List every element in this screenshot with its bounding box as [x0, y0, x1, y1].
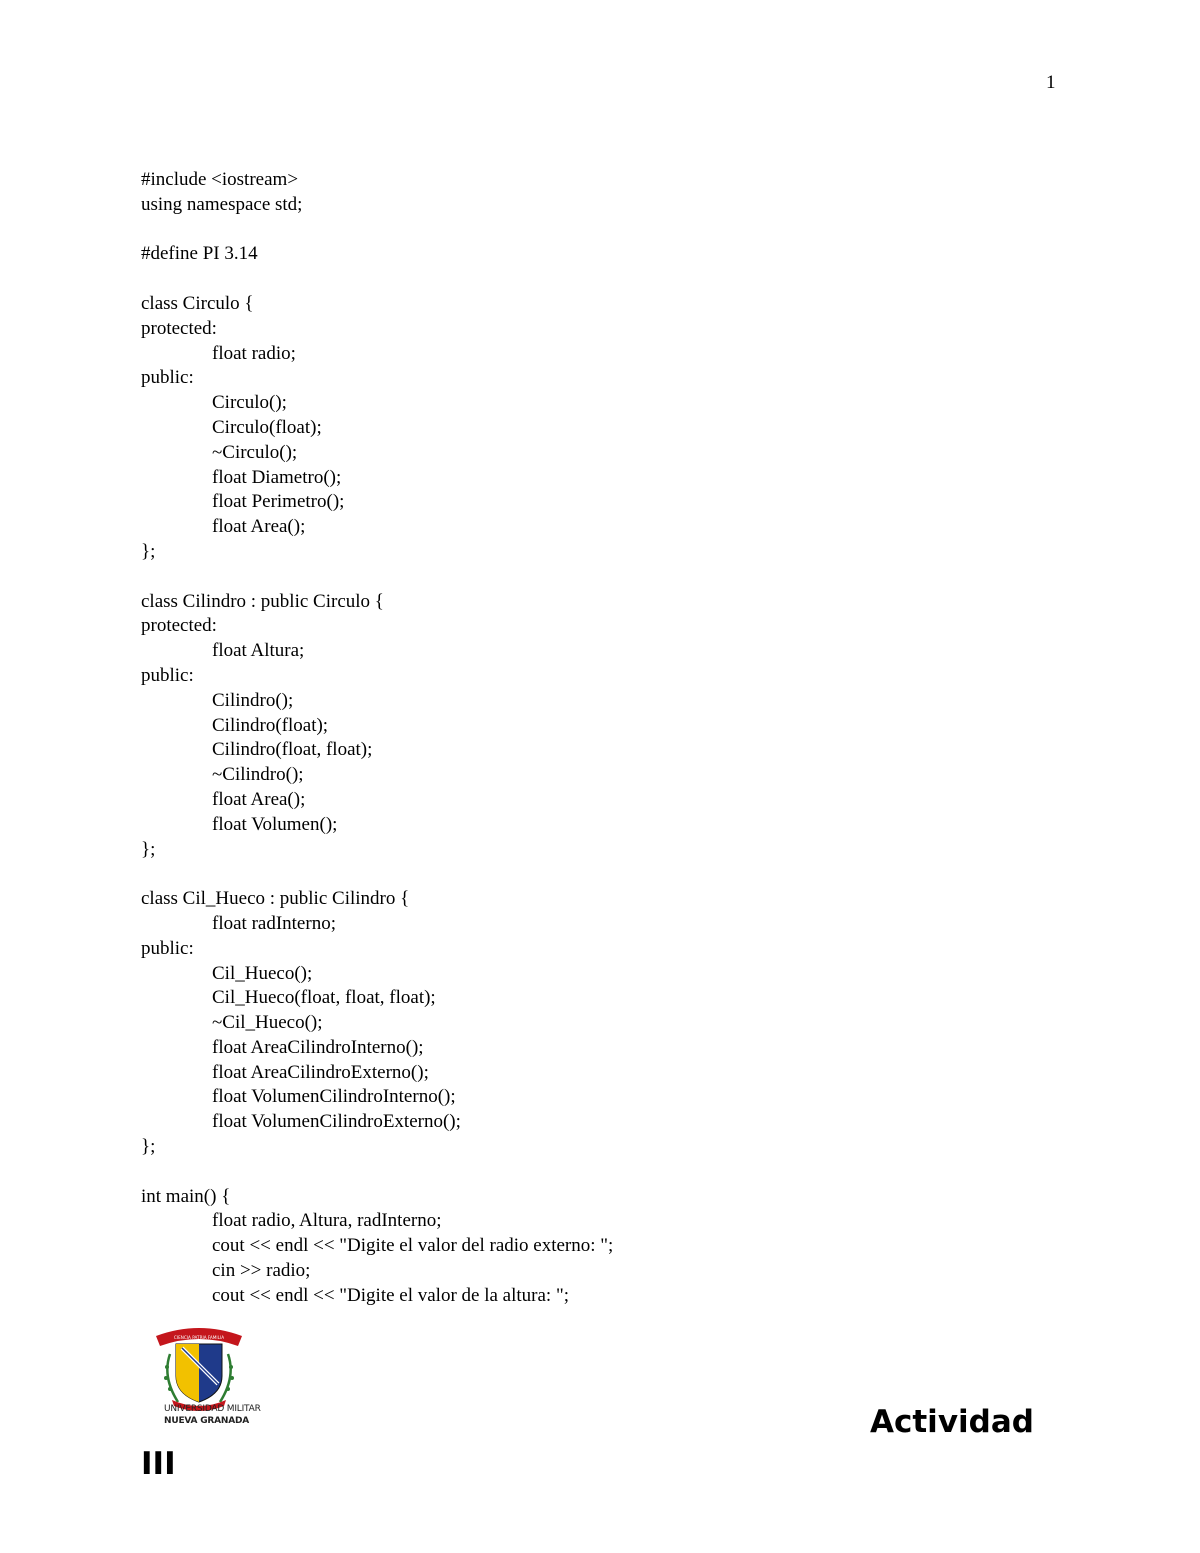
code-listing — [141, 168, 1101, 1309]
code-line: class Cilindro : public Circulo { — [141, 590, 384, 612]
code-line: cout << endl << "Digite el valor del radio externo: "; — [212, 1235, 614, 1257]
code-blank-line — [141, 565, 1101, 590]
code-blank-line — [141, 862, 1101, 887]
logo-ribbon-text: CIENCIA PATRIA FAMILIA — [173, 1335, 225, 1340]
code-line: float AreaCilindroInterno(); — [212, 1036, 424, 1058]
code-line: ~Circulo(); — [212, 441, 298, 463]
code-line: Cilindro(); — [212, 689, 294, 711]
code-line: cin >> radio; — [212, 1260, 311, 1282]
code-line: float radio, Altura, radInterno; — [212, 1210, 442, 1232]
logo-caption-line2: NUEVA GRANADA — [164, 1416, 250, 1426]
code-line: float Perimetro(); — [212, 491, 345, 513]
code-line: Cilindro(float); — [212, 714, 329, 736]
code-line: class Cil_Hueco : public Cilindro { — [141, 888, 410, 910]
logo-caption-line1: UNIVERSIDAD MILITAR — [164, 1404, 261, 1414]
code-line: float Diametro(); — [212, 466, 342, 488]
code-line: float VolumenCilindroInterno(); — [212, 1086, 456, 1108]
code-line: float Area(); — [212, 516, 306, 538]
code-line: int main() { — [141, 1185, 231, 1207]
code-line: float Area(); — [212, 788, 306, 810]
code-line: protected: — [141, 615, 217, 637]
code-line: #define PI 3.14 — [141, 243, 258, 265]
page-number: 1 — [1046, 72, 1056, 93]
code-line: ~Cilindro(); — [212, 764, 304, 786]
code-line: using namespace std; — [141, 193, 303, 215]
code-line: float AreaCilindroExterno(); — [212, 1061, 429, 1083]
code-line: Cil_Hueco(); — [212, 962, 313, 984]
code-line: }; — [141, 1136, 156, 1158]
code-line: float radio; — [212, 342, 296, 364]
code-line: Cilindro(float, float); — [212, 739, 373, 761]
code-line: #include <iostream> — [141, 169, 299, 190]
code-line: }; — [141, 838, 156, 860]
code-blank-line — [141, 267, 1101, 292]
code-line: public: — [141, 937, 194, 959]
code-line: cout << endl << "Digite el valor de la altura: "; — [212, 1284, 569, 1306]
code-line: float radInterno; — [212, 912, 336, 934]
code-line: Circulo(float); — [212, 416, 322, 438]
code-line: public: — [141, 664, 194, 686]
activity-title: Actividad — [870, 1404, 1034, 1440]
code-line: }; — [141, 540, 156, 562]
code-line: float Volumen(); — [212, 813, 338, 835]
code-line: Circulo(); — [212, 392, 287, 414]
code-blank-line — [141, 1160, 1101, 1185]
code-line: float VolumenCilindroExterno(); — [212, 1111, 461, 1133]
code-line: public: — [141, 367, 194, 389]
code-line: protected: — [141, 317, 217, 339]
code-line: ~Cil_Hueco(); — [212, 1012, 323, 1034]
code-line: class Circulo { — [141, 292, 254, 314]
code-line: Cil_Hueco(float, float, float); — [212, 987, 436, 1009]
code-blank-line — [141, 218, 1101, 243]
code-line: float Altura; — [212, 640, 305, 662]
activity-number: III — [141, 1446, 176, 1482]
